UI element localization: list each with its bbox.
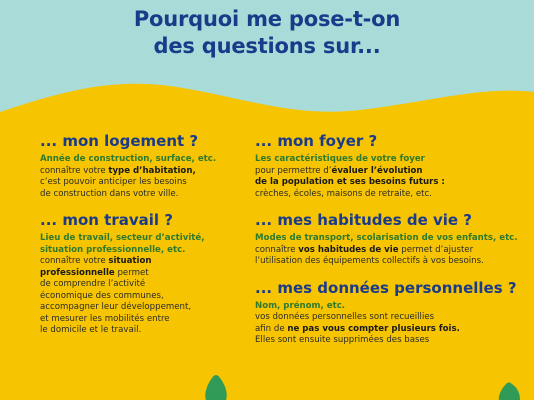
section-body [255, 245, 530, 268]
body-text: accompagner leur développement, [40, 302, 192, 312]
body-emphasis: évaluer l’évolution [331, 165, 423, 176]
section-subtitle [40, 154, 250, 166]
body-text: vos données personnelles sont recueillies [255, 312, 435, 322]
body-text: de comprendre l’activité [40, 279, 146, 289]
body-line [255, 177, 530, 189]
section-subtitle [255, 154, 530, 166]
section-body [255, 312, 530, 347]
body-line [40, 291, 250, 303]
body-text: connaître [255, 244, 299, 255]
section-subtitle [255, 301, 530, 313]
subtitle-line: Lieu de travail, secteur d’activité, [40, 233, 205, 243]
body-line [255, 324, 530, 336]
section [255, 132, 530, 200]
page-title-line-1: Pourquoi me pose-t-on [133, 7, 401, 31]
section-title: ... mon foyer ? [255, 132, 378, 150]
section-body [40, 166, 250, 201]
section [255, 211, 530, 268]
body-text: de construction dans votre ville. [40, 188, 179, 199]
body-line [255, 312, 530, 324]
body-line [255, 335, 530, 347]
body-emphasis: de la population et ses besoins futurs : [255, 177, 445, 187]
body-text: connaître votre [40, 256, 109, 266]
body-line [40, 268, 250, 280]
body-line [255, 166, 530, 178]
subtitle-line: situation professionnelle, etc. [40, 244, 186, 255]
body-text: et mesurer les mobilités entre [40, 313, 170, 324]
body-emphasis: type d’habitation, [108, 165, 196, 176]
body-emphasis: ne pas vous compter plusieurs fois. [287, 323, 460, 334]
right-column [255, 132, 530, 358]
section-title: ... mes habitudes de vie ? [255, 211, 473, 229]
body-text: pour permettre d’ [255, 165, 332, 176]
subtitle-line: Les caractéristiques de votre foyer [255, 154, 425, 164]
subtitle-line: Nom, prénom, etc. [255, 300, 346, 311]
body-text: le domicile et le travail. [40, 325, 142, 335]
body-text: connaître votre [40, 165, 109, 176]
body-line [40, 325, 250, 337]
section-title: ... mon travail ? [40, 211, 173, 229]
body-line [255, 256, 530, 268]
body-line [40, 166, 250, 178]
body-line [255, 245, 530, 257]
body-line [40, 279, 250, 291]
body-line [40, 256, 250, 268]
section-body [40, 256, 250, 337]
body-line [255, 189, 530, 201]
body-line [40, 302, 250, 314]
section-subtitle [255, 233, 530, 245]
body-text: c’est pouvoir anticiper les besoins [40, 177, 187, 187]
body-line [40, 177, 250, 189]
section [40, 132, 250, 200]
body-text: permet [114, 267, 149, 278]
body-text: afin de [255, 323, 288, 334]
body-emphasis: situation [108, 256, 152, 266]
body-line [40, 314, 250, 326]
section [40, 211, 250, 337]
body-text: économique des communes, [40, 290, 164, 301]
body-text: crèches, écoles, maisons de retraite, etc. [255, 188, 432, 199]
section-subtitle [40, 233, 250, 256]
body-text: permet d’ajuster [398, 244, 474, 255]
section-title: ... mon logement ? [40, 132, 199, 150]
section-title: ... mes données personnelles ? [255, 278, 517, 297]
section-body [255, 166, 530, 201]
body-text: Elles sont ensuite supprimées des bases [255, 335, 430, 345]
body-emphasis: professionnelle [40, 267, 115, 278]
body-line [40, 189, 250, 201]
page-title-line-2: des questions sur... [153, 34, 381, 58]
subtitle-line: Modes de transport, scolarisation de vos enfants, etc. [255, 233, 518, 243]
body-text: l’utilisation des équipements collectifs à vos besoins. [255, 256, 484, 266]
left-column [40, 132, 250, 348]
section [255, 279, 530, 347]
body-emphasis: vos habitudes de vie [298, 244, 399, 255]
page-title [0, 6, 534, 60]
subtitle-line: Année de construction, surface, etc. [40, 154, 217, 164]
